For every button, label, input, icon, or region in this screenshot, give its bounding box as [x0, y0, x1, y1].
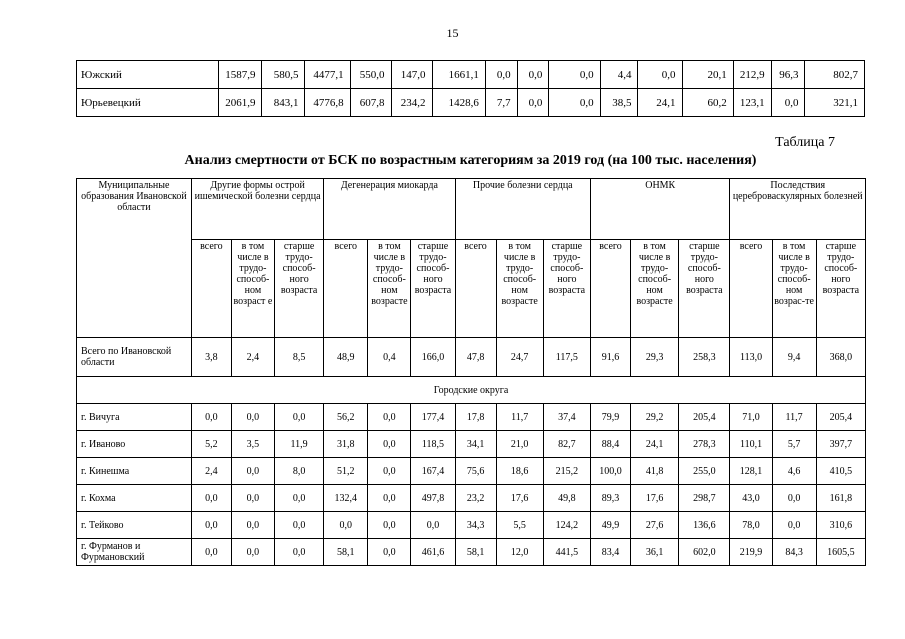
- header-subcolumn: в том числе в трудо-способ-ном возрасте: [496, 240, 543, 338]
- city-name: г. Фурманов и Фурмановский: [77, 539, 192, 566]
- header-subcolumn: всего: [324, 240, 368, 338]
- value-cell: 255,0: [679, 458, 730, 485]
- value-cell: 147,0: [391, 61, 432, 89]
- value-cell: 49,9: [590, 512, 630, 539]
- continued-data-table: [76, 60, 865, 117]
- value-cell: 397,7: [816, 431, 865, 458]
- header-subcolumn: старше трудо-способ-ного возраста: [411, 240, 455, 338]
- value-cell: 4,4: [600, 61, 638, 89]
- value-cell: 0,0: [191, 485, 231, 512]
- value-cell: 17,6: [630, 485, 678, 512]
- value-cell: 0,0: [368, 404, 411, 431]
- table-caption: Таблица 7: [775, 135, 835, 150]
- value-cell: 12,0: [496, 539, 543, 566]
- value-cell: 3,8: [191, 338, 231, 377]
- value-cell: 607,8: [350, 89, 391, 117]
- value-cell: 602,0: [679, 539, 730, 566]
- value-cell: 123,1: [733, 89, 771, 117]
- header-group-row: [77, 179, 866, 240]
- value-cell: 43,0: [730, 485, 772, 512]
- value-cell: 5,7: [772, 431, 816, 458]
- header-subcolumn: старше трудо-способ-ного возраста: [274, 240, 323, 338]
- value-cell: 0,0: [191, 404, 231, 431]
- value-cell: 205,4: [816, 404, 865, 431]
- value-cell: 0,0: [517, 61, 549, 89]
- value-cell: 0,0: [324, 512, 368, 539]
- value-cell: 84,3: [772, 539, 816, 566]
- value-cell: 18,6: [496, 458, 543, 485]
- city-name: г. Вичуга: [77, 404, 192, 431]
- header-subcolumn: в том числе в трудо-способ-ном возрас-те: [772, 240, 816, 338]
- value-cell: 132,4: [324, 485, 368, 512]
- value-cell: 91,6: [590, 338, 630, 377]
- value-cell: 802,7: [805, 61, 865, 89]
- value-cell: 29,3: [630, 338, 678, 377]
- value-cell: 410,5: [816, 458, 865, 485]
- header-sub-row: [77, 240, 866, 338]
- value-cell: 82,7: [543, 431, 590, 458]
- value-cell: 0,0: [368, 512, 411, 539]
- value-cell: 36,1: [630, 539, 678, 566]
- value-cell: 24,7: [496, 338, 543, 377]
- value-cell: 5,2: [191, 431, 231, 458]
- table-row: [77, 404, 866, 431]
- city-name: г. Кохма: [77, 485, 192, 512]
- value-cell: 20,1: [682, 61, 733, 89]
- value-cell: 310,6: [816, 512, 865, 539]
- table-row: [77, 89, 865, 117]
- table-row: [77, 485, 866, 512]
- value-cell: 4,6: [772, 458, 816, 485]
- value-cell: 0,0: [772, 485, 816, 512]
- table-row: [77, 539, 866, 566]
- value-cell: 34,3: [455, 512, 496, 539]
- value-cell: 1587,9: [219, 61, 262, 89]
- header-subcolumn: всего: [191, 240, 231, 338]
- value-cell: 2061,9: [219, 89, 262, 117]
- value-cell: 2,4: [231, 338, 274, 377]
- value-cell: 0,0: [771, 89, 805, 117]
- value-cell: 100,0: [590, 458, 630, 485]
- district-name: Южский: [77, 61, 219, 89]
- value-cell: 3,5: [231, 431, 274, 458]
- value-cell: 0,0: [231, 458, 274, 485]
- table-row: [77, 61, 865, 89]
- header-group: Другие формы острой ишемической болезни сердца: [191, 179, 323, 240]
- value-cell: 11,7: [772, 404, 816, 431]
- value-cell: 8,0: [274, 458, 323, 485]
- header-subcolumn: в том числе в трудо-способ-ном возраст е: [231, 240, 274, 338]
- value-cell: 441,5: [543, 539, 590, 566]
- value-cell: 11,9: [274, 431, 323, 458]
- value-cell: 47,8: [455, 338, 496, 377]
- header-subcolumn: всего: [590, 240, 630, 338]
- section-label: Городские округа: [77, 377, 866, 404]
- value-cell: 110,1: [730, 431, 772, 458]
- value-cell: 89,3: [590, 485, 630, 512]
- value-cell: 166,0: [411, 338, 455, 377]
- value-cell: 212,9: [733, 61, 771, 89]
- header-subcolumn: старше трудо-способ-ного возраста: [679, 240, 730, 338]
- value-cell: 205,4: [679, 404, 730, 431]
- value-cell: 29,2: [630, 404, 678, 431]
- city-name: г. Тейково: [77, 512, 192, 539]
- value-cell: 0,0: [638, 61, 682, 89]
- value-cell: 37,4: [543, 404, 590, 431]
- header-group: Дегенерация миокарда: [324, 179, 455, 240]
- value-cell: 0,0: [231, 539, 274, 566]
- value-cell: 368,0: [816, 338, 865, 377]
- value-cell: 8,5: [274, 338, 323, 377]
- header-subcolumn: старше трудо-способ-ного возраста: [543, 240, 590, 338]
- value-cell: 83,4: [590, 539, 630, 566]
- region-total-label: Всего по Ивановской области: [77, 338, 192, 377]
- value-cell: 58,1: [324, 539, 368, 566]
- value-cell: 0,0: [517, 89, 549, 117]
- value-cell: 234,2: [391, 89, 432, 117]
- table-row: [77, 512, 866, 539]
- header-subcolumn: всего: [455, 240, 496, 338]
- header-group: Прочие болезни сердца: [455, 179, 590, 240]
- value-cell: 580,5: [262, 61, 305, 89]
- value-cell: 7,7: [485, 89, 517, 117]
- value-cell: 136,6: [679, 512, 730, 539]
- section-row: [77, 377, 866, 404]
- value-cell: 550,0: [350, 61, 391, 89]
- value-cell: 177,4: [411, 404, 455, 431]
- value-cell: 60,2: [682, 89, 733, 117]
- value-cell: 49,8: [543, 485, 590, 512]
- value-cell: 56,2: [324, 404, 368, 431]
- value-cell: 161,8: [816, 485, 865, 512]
- value-cell: 79,9: [590, 404, 630, 431]
- value-cell: 461,6: [411, 539, 455, 566]
- table-title: Анализ смертности от БСК по возрастным категориям за 2019 год (на 100 тыс. населения): [184, 153, 757, 168]
- header-group: ОНМК: [590, 179, 730, 240]
- page-number: 15: [446, 26, 459, 40]
- value-cell: 71,0: [730, 404, 772, 431]
- value-cell: 278,3: [679, 431, 730, 458]
- value-cell: 0,0: [191, 539, 231, 566]
- table-row: [77, 431, 866, 458]
- value-cell: 258,3: [679, 338, 730, 377]
- value-cell: 23,2: [455, 485, 496, 512]
- value-cell: 88,4: [590, 431, 630, 458]
- value-cell: 0,0: [274, 404, 323, 431]
- value-cell: 0,0: [274, 539, 323, 566]
- value-cell: 4776,8: [305, 89, 350, 117]
- value-cell: 24,1: [630, 431, 678, 458]
- city-name: г. Кинешма: [77, 458, 192, 485]
- header-subcolumn: в том числе в трудо-способ-ном возрасте: [630, 240, 678, 338]
- value-cell: 58,1: [455, 539, 496, 566]
- value-cell: 24,1: [638, 89, 682, 117]
- value-cell: 215,2: [543, 458, 590, 485]
- value-cell: 0,0: [368, 539, 411, 566]
- value-cell: 0,0: [549, 61, 600, 89]
- value-cell: 497,8: [411, 485, 455, 512]
- value-cell: 34,1: [455, 431, 496, 458]
- value-cell: 321,1: [805, 89, 865, 117]
- value-cell: 5,5: [496, 512, 543, 539]
- value-cell: 117,5: [543, 338, 590, 377]
- value-cell: 41,8: [630, 458, 678, 485]
- value-cell: 21,0: [496, 431, 543, 458]
- value-cell: 2,4: [191, 458, 231, 485]
- value-cell: 0,0: [368, 458, 411, 485]
- value-cell: 38,5: [600, 89, 638, 117]
- header-subcolumn: старше трудо-способ-ного возраста: [816, 240, 865, 338]
- value-cell: 9,4: [772, 338, 816, 377]
- header-region: Муниципальные образования Ивановской области: [77, 179, 192, 338]
- value-cell: 0,0: [231, 512, 274, 539]
- value-cell: 128,1: [730, 458, 772, 485]
- value-cell: 0,0: [231, 404, 274, 431]
- value-cell: 0,4: [368, 338, 411, 377]
- value-cell: 11,7: [496, 404, 543, 431]
- value-cell: 4477,1: [305, 61, 350, 89]
- value-cell: 78,0: [730, 512, 772, 539]
- value-cell: 27,6: [630, 512, 678, 539]
- value-cell: 843,1: [262, 89, 305, 117]
- value-cell: 0,0: [191, 512, 231, 539]
- value-cell: 0,0: [411, 512, 455, 539]
- value-cell: 0,0: [368, 431, 411, 458]
- value-cell: 96,3: [771, 61, 805, 89]
- value-cell: 75,6: [455, 458, 496, 485]
- value-cell: 113,0: [730, 338, 772, 377]
- total-row: [77, 338, 866, 377]
- value-cell: 0,0: [231, 485, 274, 512]
- value-cell: 48,9: [324, 338, 368, 377]
- mortality-table: [76, 178, 866, 566]
- city-name: г. Иваново: [77, 431, 192, 458]
- value-cell: 17,6: [496, 485, 543, 512]
- value-cell: 0,0: [772, 512, 816, 539]
- value-cell: 124,2: [543, 512, 590, 539]
- district-name: Юрьевецкий: [77, 89, 219, 117]
- value-cell: 0,0: [274, 485, 323, 512]
- value-cell: 0,0: [485, 61, 517, 89]
- header-subcolumn: всего: [730, 240, 772, 338]
- value-cell: 118,5: [411, 431, 455, 458]
- table-row: [77, 458, 866, 485]
- value-cell: 17,8: [455, 404, 496, 431]
- value-cell: 298,7: [679, 485, 730, 512]
- value-cell: 167,4: [411, 458, 455, 485]
- value-cell: 1605,5: [816, 539, 865, 566]
- value-cell: 31,8: [324, 431, 368, 458]
- value-cell: 51,2: [324, 458, 368, 485]
- header-subcolumn: в том числе в трудо-способ-ном возрасте: [368, 240, 411, 338]
- value-cell: 0,0: [368, 485, 411, 512]
- value-cell: 0,0: [549, 89, 600, 117]
- value-cell: 0,0: [274, 512, 323, 539]
- value-cell: 219,9: [730, 539, 772, 566]
- value-cell: 1661,1: [432, 61, 485, 89]
- header-group: Последствия цереброваскулярных болезней: [730, 179, 866, 240]
- value-cell: 1428,6: [432, 89, 485, 117]
